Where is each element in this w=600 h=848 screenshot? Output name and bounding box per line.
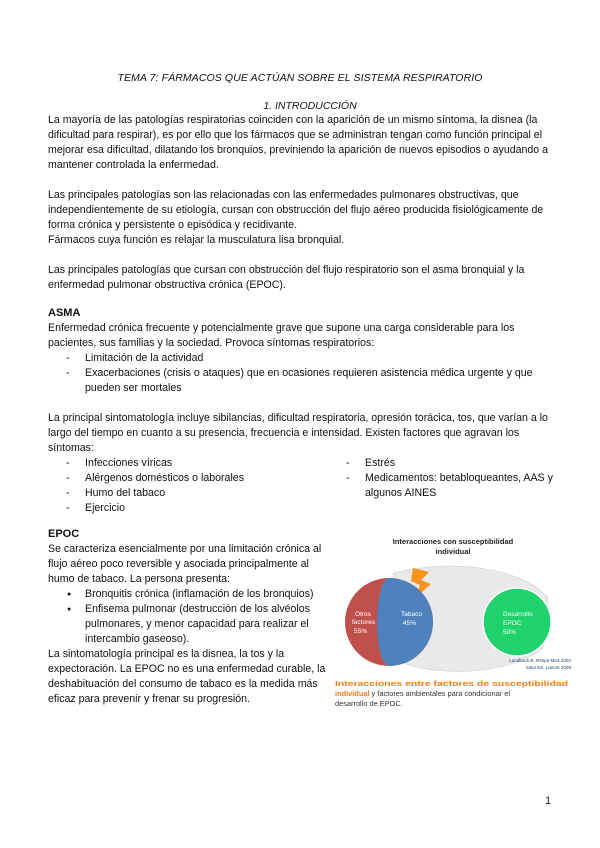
label-epoc: EPOC [503,620,522,627]
list-item: ● Enfisema pulmonar (destrucción de los alvéolos pulmonares, y menor capacidad para realizar el intercambio gaseoso). [48,602,330,647]
factors-right-column [328,456,558,501]
figure-caption-rest: y factores ambientales para condicionar el [369,689,510,698]
epoc-section [48,527,330,707]
label-factores: factores [352,619,376,626]
epoc-paragraph-2: La sintomatología principal es la disnea, la tos y la expectoración. La EPOC no es una enfermedad curable, la deshabituación del consumo de tabaco es la medida más eficaz para prevenir y frenar su progresión. [48,648,326,705]
figure-reference-1: Lundback B, Respir Med 2003 [509,658,571,663]
list-item: - Estrés [328,456,558,471]
intro-paragraph-4: Las principales patologías que cursan con obstrucción del flujo respiratorio son el asma bronquial y la enfermedad pulmonar obstructiva crónica (EPOC). [48,264,525,291]
intro-paragraph-2: Las principales patologías son las relacionadas con las enfermedades pulmonares obstructivas, que independientemente de su etiología, cursan con obstrucción del flujo aéreo producida fisiológicamente de forma crónica y persistente o episódica y recidivante. [48,189,544,231]
list-item: ● Bronquitis crónica (inflamación de los bronquios) [48,587,330,602]
label-tabaco-pct: 45% [403,620,417,627]
epoc-paragraph-1: Se caracteriza esencialmente por una limitación crónica al flujo aéreo poco reversible y asociada principalmente al humo de tabaco. La persona presenta: [48,543,322,585]
section-heading-introduccion: 1. INTRODUCCIÓN [263,100,357,112]
label-otros: Otros [355,611,371,618]
label-desarrollo: Desarrollo [503,611,533,618]
figure-title-line-1: Interacciones con susceptibilidad [392,537,514,546]
list-item: - Infecciones víricas [48,456,328,471]
label-tabaco: Tabaco [401,611,422,618]
document-title: TEMA 7: FÁRMACOS QUE ACTÚAN SOBRE EL SISTEMA RESPIRATORIO [117,72,483,84]
list-item: - Ejercicio [48,501,328,516]
epoc-interaction-figure [333,528,573,718]
list-item: - Medicamentos: betabloqueantes, AAS y algunos AINES [328,471,558,501]
label-desarrollo-pct: 50% [503,629,517,636]
factors-columns [48,456,558,518]
figure-caption-line-2 [335,689,510,698]
label-otros-pct: 55% [354,628,368,635]
asma-section [48,306,558,518]
figure-caption-line-3: desarrollo de EPOC. [335,699,403,708]
factors-left-column [48,456,328,516]
list-item: - Exacerbaciones (crisis o ataques) que en ocasiones requieren asistencia médica urgente y que pueden ser mortales [48,366,558,396]
figure-caption-line-1: Interacciones entre factores de susceptibilidad [335,679,569,688]
epoc-presentation-list [48,587,330,647]
list-item: - Alérgenos domésticos o laborales [48,471,328,486]
intro-paragraph-1: La mayoría de las patologías respiratorias coinciden con la aparición de un mismo síntoma, la disnea (la dificultad para respirar), es por ello que los fármacos que se administran tengan como función principal el mejorar esa dificultad, dilatando los bronquios, previniendo la aparición de nuevos episodios o ayudando a mantener controlada la enfermedad. [48,114,549,171]
figure-reference-2: Salvi SS, Lancet 2009 [525,665,571,670]
intro-paragraph-3: Fármacos cuya función es relajar la musculatura lisa bronquial. [48,234,345,246]
list-item: - Limitación de la actividad [48,351,558,366]
asma-paragraph-2: La principal sintomatología incluye sibilancias, dificultad respiratoria, opresión torácica, tos, que varían a lo largo del tiempo en cuanto a su presencia, frecuencia e intensidad. Existen factores que agravan los síntomas: [48,412,548,454]
list-item: - Humo del tabaco [48,486,328,501]
intro-section [48,113,558,293]
asma-paragraph-1: Enfermedad crónica frecuente y potencialmente grave que supone una carga considerable para los pacientes, sus familias y la sociedad. Provoca síntomas respiratorios: [48,322,515,349]
page-number: 1 [545,795,551,807]
figure-title-line-2: individual [435,547,471,556]
asma-heading: ASMA [48,307,81,319]
figure-caption-orange-word: individual [335,689,370,698]
epoc-heading: EPOC [48,528,80,540]
asma-symptom-list [48,351,558,396]
